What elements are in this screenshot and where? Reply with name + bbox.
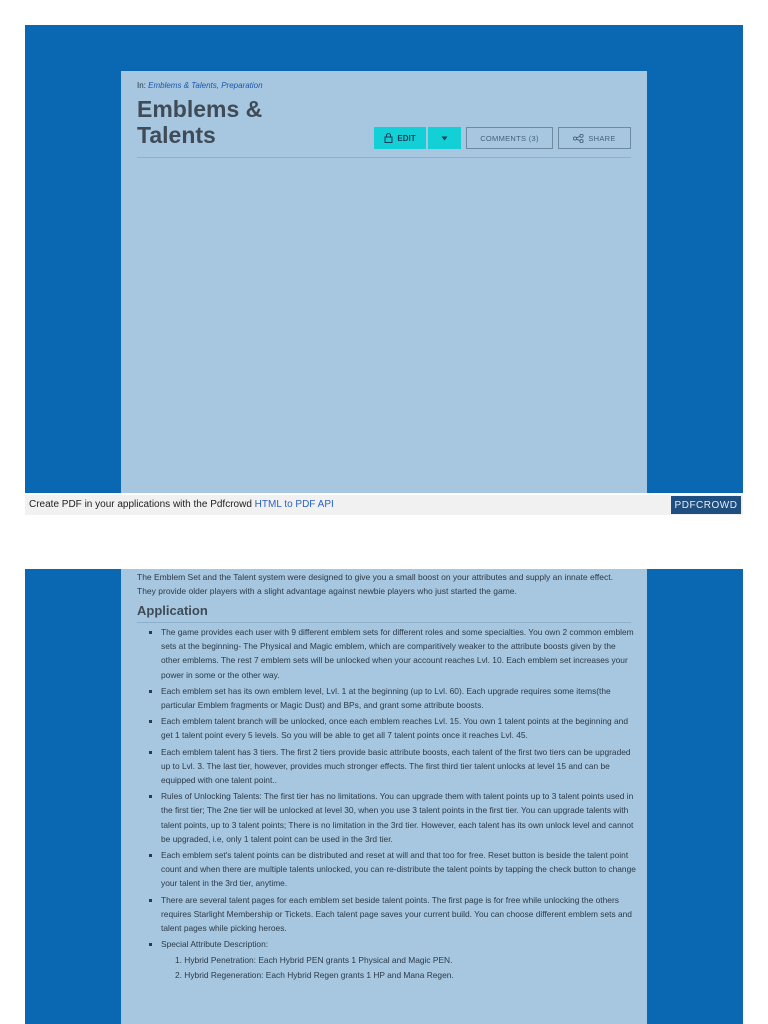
list-item: The game provides each user with 9 different emblem sets for different roles and some specialties. You own 2 common emblem sets at the beginning- The Physical and Magic emblem, which are comparitively weaker to the attribute boosts given by the other emblems. The rest 7 emblem sets will be unlocked when your account reaches Lvl. 10. Each emblem set increases your power in some or the other way.	[137, 625, 637, 682]
sub-list-item: 2. Hybrid Regeneration: Each Hybrid Regen grants 1 HP and Mana Regen.	[175, 969, 454, 980]
footer-text	[29, 499, 334, 510]
edit-label: EDIT	[397, 133, 416, 143]
footer-caption: Create PDF in your applications with the Pdfcrowd	[29, 499, 255, 510]
section-divider	[137, 622, 631, 623]
list-item: Each emblem set's talent points can be distributed and reset at will and that too for free. Reset button is beside the talent point count and when there are multiple talents unlocked, you can re-distribute the talent points by tapping the check button to change your talent in the 3rd tier, anytime.	[137, 848, 637, 891]
article-body-panel	[121, 569, 647, 1024]
sub-list-item: 1. Hybrid Penetration: Each Hybrid PEN grants 1 Physical and Magic PEN.	[175, 955, 453, 966]
section-heading: Application	[137, 603, 208, 618]
pdf-page-2	[25, 569, 743, 1024]
application-list	[137, 625, 637, 982]
list-item: There are several talent pages for each emblem set beside talent points. The first page is for free while unlocking the others requires Starlight Membership or Tickets. Each talent page saves your current build. You can choose different emblem sets and talent pages while picking heroes.	[137, 893, 637, 936]
breadcrumb	[137, 81, 263, 90]
header-divider	[137, 157, 631, 158]
list-item: Each emblem set has its own emblem level, Lvl. 1 at the beginning (up to Lvl. 60). Each upgrade requires some items(the particular Emblem fragments or Magic Dust) and BPs, and grant some attribute boosts.	[137, 684, 637, 712]
list-item: Special Attribute Description:	[137, 937, 637, 951]
lock-icon	[384, 133, 393, 143]
footer-api-link[interactable]: HTML to PDF API	[254, 499, 334, 510]
intro-paragraph: The Emblem Set and the Talent system were designed to give you a small boost on your attributes and supply an innate effect. They provide older players with a slight advantage against newbie players who just started the game.	[137, 572, 613, 596]
comments-button[interactable]: COMMENTS (3)	[466, 127, 553, 149]
list-item: Each emblem talent branch will be unlocked, once each emblem reaches Lvl. 15. You own 1 talent points at the beginning and get 1 talent point every 5 levels. So you will be able to get all 7 talent points once it reaches Lvl. 45.	[137, 714, 637, 742]
list-item: Each emblem talent has 3 tiers. The first 2 tiers provide basic attribute boosts, each talent of the first two tiers can be upgraded up to Lvl. 3. The last tier, however, provides much stronger effects. The first third tier talent unlocks at level 15 and can be equipped with one talent point..	[137, 745, 637, 788]
edit-button[interactable]	[374, 127, 426, 149]
breadcrumb-prefix: In:	[137, 81, 149, 90]
article-header-panel	[121, 71, 647, 493]
pdf-footer	[25, 495, 743, 515]
page-title-line-2: Talents	[137, 122, 216, 148]
edit-dropdown-button[interactable]	[428, 127, 461, 149]
breadcrumb-links[interactable]: Emblems & Talents, Preparation	[148, 81, 263, 90]
list-item: Rules of Unlocking Talents: The first tier has no limitations. You can upgrade them with talent points up to 3 talent points used in the first tier; The 2ne tier will be unlocked at level 30, when you use 3 talent points in the first tier. You can upgrade talents with talent points, up to 3 talent points; There is no limitation in the 3rd tier. However, each talent has its own unlock level and cannot be upgraded, i.e, only 1 talent point can be used in the 3rd tier.	[137, 789, 637, 846]
share-icon	[573, 134, 584, 143]
page-title-line-1: Emblems &	[137, 96, 263, 122]
share-button[interactable]	[558, 127, 631, 149]
pdfcrowd-badge[interactable]: PDFCROWD	[671, 496, 741, 514]
caret-down-icon	[441, 136, 448, 141]
share-label: SHARE	[588, 133, 616, 143]
pdf-page-1	[25, 25, 743, 493]
page-title	[137, 96, 262, 148]
